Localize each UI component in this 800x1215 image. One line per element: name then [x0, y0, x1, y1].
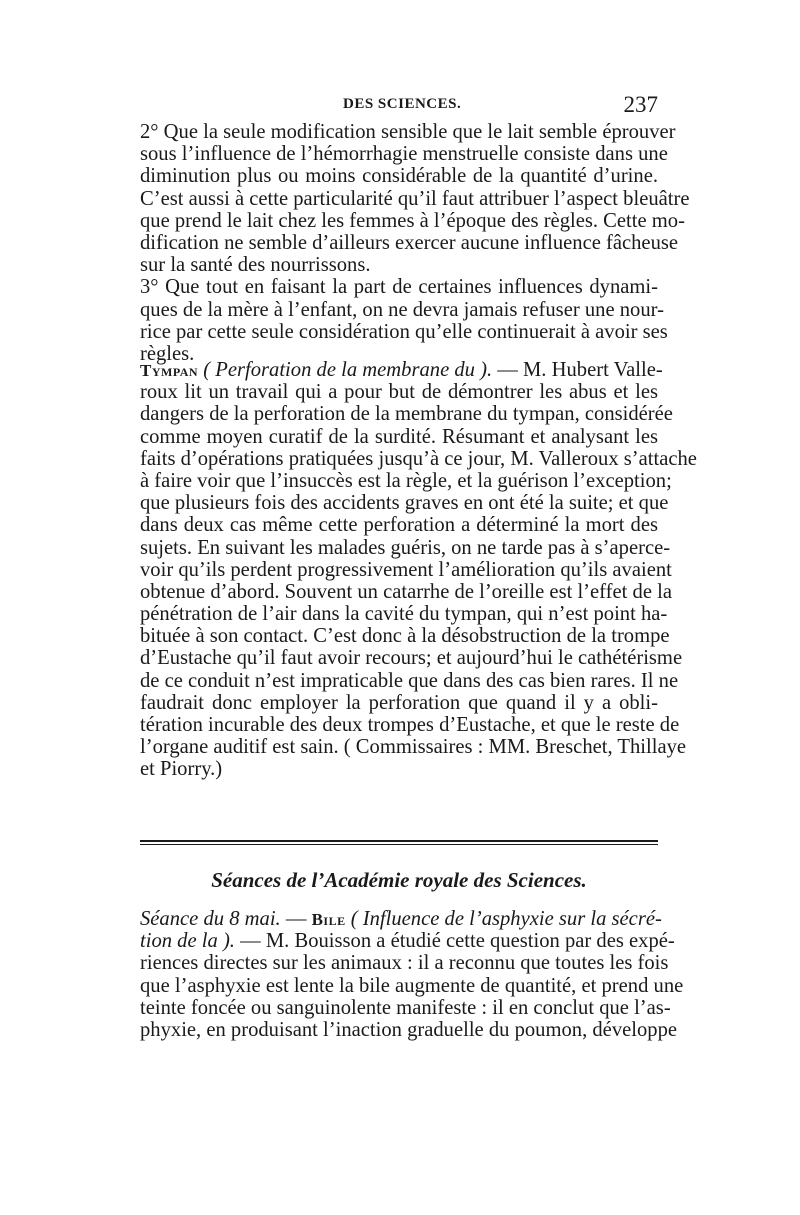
- text-line: riences directes sur les animaux : il a reconnu que toutes les fois: [140, 952, 669, 975]
- text-line: rice par cette seule considération qu’elle continuerait à avoir ses: [140, 320, 668, 343]
- text-line: voir qu’ils perdent progressivement l’amélioration qu’ils avaient: [140, 558, 672, 581]
- article-subtitle-end: tion de la ).: [140, 930, 235, 953]
- article-head: Tympan: [140, 361, 199, 380]
- page-number: 237: [623, 92, 658, 117]
- dash: —: [280, 908, 312, 930]
- text-line: que prend le lait chez les femmes à l’époque des règles. Cette mo-: [140, 209, 685, 232]
- text-line: comme moyen curatif de la surdité. Résumant et analysant les: [140, 425, 658, 448]
- article-subtitle: ( Influence de l’asphyxie sur la sécré-: [345, 908, 662, 930]
- text-line: diminution plus ou moins considérable de la quantité d’urine.: [140, 165, 658, 188]
- text-line: dangers de la perforation de la membrane du tympan, considérée: [140, 403, 673, 426]
- text-line: pénétration de l’air dans la cavité du tympan, qui n’est point ha-: [140, 603, 668, 626]
- text-line: dification ne semble d’ailleurs exercer aucune influence fâcheuse: [140, 231, 679, 254]
- text-line: sur la santé des nourrissons.: [140, 254, 371, 277]
- text-line: dans deux cas même cette perforation a déterminé la mort des: [140, 514, 658, 537]
- section-divider: [140, 840, 658, 847]
- seance-date: Séance du 8 mai.: [140, 908, 281, 930]
- text-line: C’est aussi à cette particularité qu’il faut attribuer l’aspect bleuâtre: [140, 187, 690, 210]
- text-line: phyxie, en produisant l’inaction graduelle du poumon, développe: [140, 1018, 678, 1041]
- text-line: l’organe auditif est sain. ( Commissaires : MM. Breschet, Thillaye: [140, 736, 687, 759]
- divider-rule: [140, 840, 658, 842]
- text-line: à faire voir que l’insuccès est la règle, et la guérison l’exception;: [140, 469, 672, 492]
- text-line: bituée à son contact. C’est donc à la désobstruction de la trompe: [140, 625, 670, 648]
- running-title: DES SCIENCES.: [343, 96, 462, 112]
- page-header: [140, 92, 658, 122]
- article-first-line-text: — M. Hubert Valle-: [492, 359, 663, 381]
- text-line: d’Eustache qu’il faut avoir recours; et aujourd’hui le cathétérisme: [140, 647, 683, 670]
- text-line: roux lit un travail qui a pour but de démontrer les abus et les: [140, 381, 658, 404]
- text-line: 2° Que la seule modification sensible que le lait semble éprouver: [140, 121, 676, 143]
- divider-rule: [140, 844, 658, 845]
- article-head: Bile: [311, 910, 346, 929]
- conclusions-paragraphs: [140, 121, 690, 365]
- article-first-line: [140, 908, 662, 930]
- article-second-line: [140, 930, 675, 953]
- text-line: teinte foncée ou sanguinolente manifeste : il en conclut que l’as-: [140, 996, 671, 1019]
- text-line: obtenue d’abord. Souvent un catarrhe de l’oreille est l’effet de la: [140, 580, 672, 603]
- text-line: de ce conduit n’est impraticable que dans des cas bien rares. Il ne: [140, 669, 679, 692]
- tympan-article: [140, 359, 697, 781]
- text-line: ques de la mère à l’enfant, on ne devra jamais refuser une nour-: [140, 298, 664, 321]
- text-line: sous l’influence de l’hémorrhagie menstruelle consiste dans une: [140, 143, 668, 166]
- text-line: faits d’opérations pratiquées jusqu’à ce jour, M. Valleroux s’attache: [140, 447, 697, 470]
- section-title: Séances de l’Académie royale des Sciences.: [211, 868, 587, 892]
- text-line: règles.: [140, 342, 195, 365]
- text-line: que l’asphyxie est lente la bile augmente de quantité, et prend une: [140, 974, 684, 997]
- text-line: sujets. En suivant les malades guéris, on ne tarde pas à s’aperce-: [140, 536, 671, 559]
- article-subtitle: ( Perforation de la membrane du ).: [203, 359, 493, 381]
- seance-article: [140, 908, 684, 1041]
- text-line: et Piorry.): [140, 758, 223, 781]
- text-line: que plusieurs fois des accidents graves en ont été la suite; et que: [140, 492, 669, 515]
- text-line: faudrait donc employer la perforation que quand il y a obli-: [140, 691, 658, 714]
- article-first-line: [140, 359, 663, 381]
- text-line: 3° Que tout en faisant la part de certaines influences dynami-: [140, 276, 658, 299]
- article-line-text: — M. Bouisson a étudié cette question par des expé-: [234, 930, 675, 953]
- text-line: tération incurable des deux trompes d’Eustache, et que le reste de: [140, 714, 680, 736]
